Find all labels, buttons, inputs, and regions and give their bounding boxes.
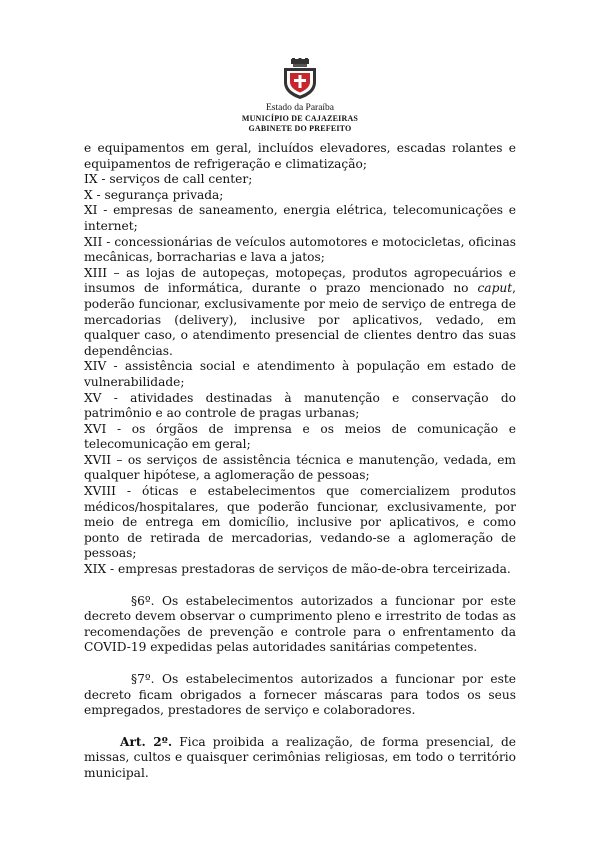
state-name: Estado da Paraíba: [265, 103, 335, 113]
list-item: [84, 266, 516, 360]
list-item: XVI - os órgãos de imprensa e os meios de comunicação e telecomunicação em geral;: [84, 421, 516, 452]
article-text: Fica proibida a realização, de forma presencial, de missas, cultos e quaisquer cerimônias religiosas, em todo o território municipal.: [84, 734, 517, 780]
article-2: [84, 735, 516, 782]
letterhead: [0, 58, 600, 134]
caput-term: caput: [477, 281, 513, 296]
office-name: GABINETE DO PREFEITO: [248, 124, 352, 133]
list-item-text: , poderão funcionar, exclusivamente por meio de serviço de entrega de mercadorias (delivery), inclusive por aplicativos, vedado, em qualquer caso, o atendimento presencial de clientes dentro das suas dependências.: [84, 281, 516, 358]
list-item: XII - concessionárias de veículos automotores e motocicletas, oficinas mecânicas, borracharias e lava a jatos;: [84, 234, 516, 265]
list-item: XIX - empresas prestadoras de serviços de mão-de-obra terceirizada.: [84, 562, 511, 577]
list-item: XVIII - óticas e estabelecimentos que comercializem produtos médicos/hospitalares, que poderão funcionar, exclusivamente, por meio de entrega em domicílio, inclusive por aplicativos, e como ponto de retirada de mercadorias, vedando-se a aglomeração de pessoas;: [84, 484, 516, 561]
list-item: XVII – os serviços de assistência técnica e manutenção, vedada, em qualquer hipótese, a aglomeração de pessoas;: [84, 452, 516, 483]
paragraph-6: §6º. Os estabelecimentos autorizados a funcionar por este decreto devem observar o cumprimento pleno e irrestrito de todas as recomendações de prevenção e controle para o enfrentamento da COVID-19 expedidas pelas autoridades sanitárias competentes.: [84, 593, 516, 655]
paragraph-7: §7º. Os estabelecimentos autorizados a funcionar por este decreto ficam obrigados a fornecer máscaras para todos os seus empregados, prestadores de serviço e colaboradores.: [84, 672, 516, 718]
list-item: IX - serviços de call center;: [84, 172, 253, 187]
decree-body: [84, 141, 516, 782]
list-item: XI - empresas de saneamento, energia elétrica, telecomunicações e internet;: [84, 203, 516, 233]
list-item: XIV - assistência social e atendimento à população em estado de vulnerabilidade;: [84, 359, 516, 389]
list-item-text: XIII – as lojas de autopeças, motopeças, produtos agropecuários e insumos de informática, durante o prazo mencionado no: [84, 265, 516, 296]
list-item: XV - atividades destinadas à manutenção e conservação do patrimônio e ao controle de pragas urbanas;: [84, 390, 516, 421]
article-label: Art. 2º.: [120, 734, 173, 749]
list-item: e equipamentos em geral, incluídos elevadores, escadas rolantes e equipamentos de refrigeração e climatização;: [84, 141, 516, 171]
list-item: X - segurança privada;: [84, 187, 224, 202]
municipality-name: MUNICÍPIO DE CAJAZEIRAS: [241, 114, 359, 123]
municipal-coat-of-arms-icon: [282, 58, 318, 100]
